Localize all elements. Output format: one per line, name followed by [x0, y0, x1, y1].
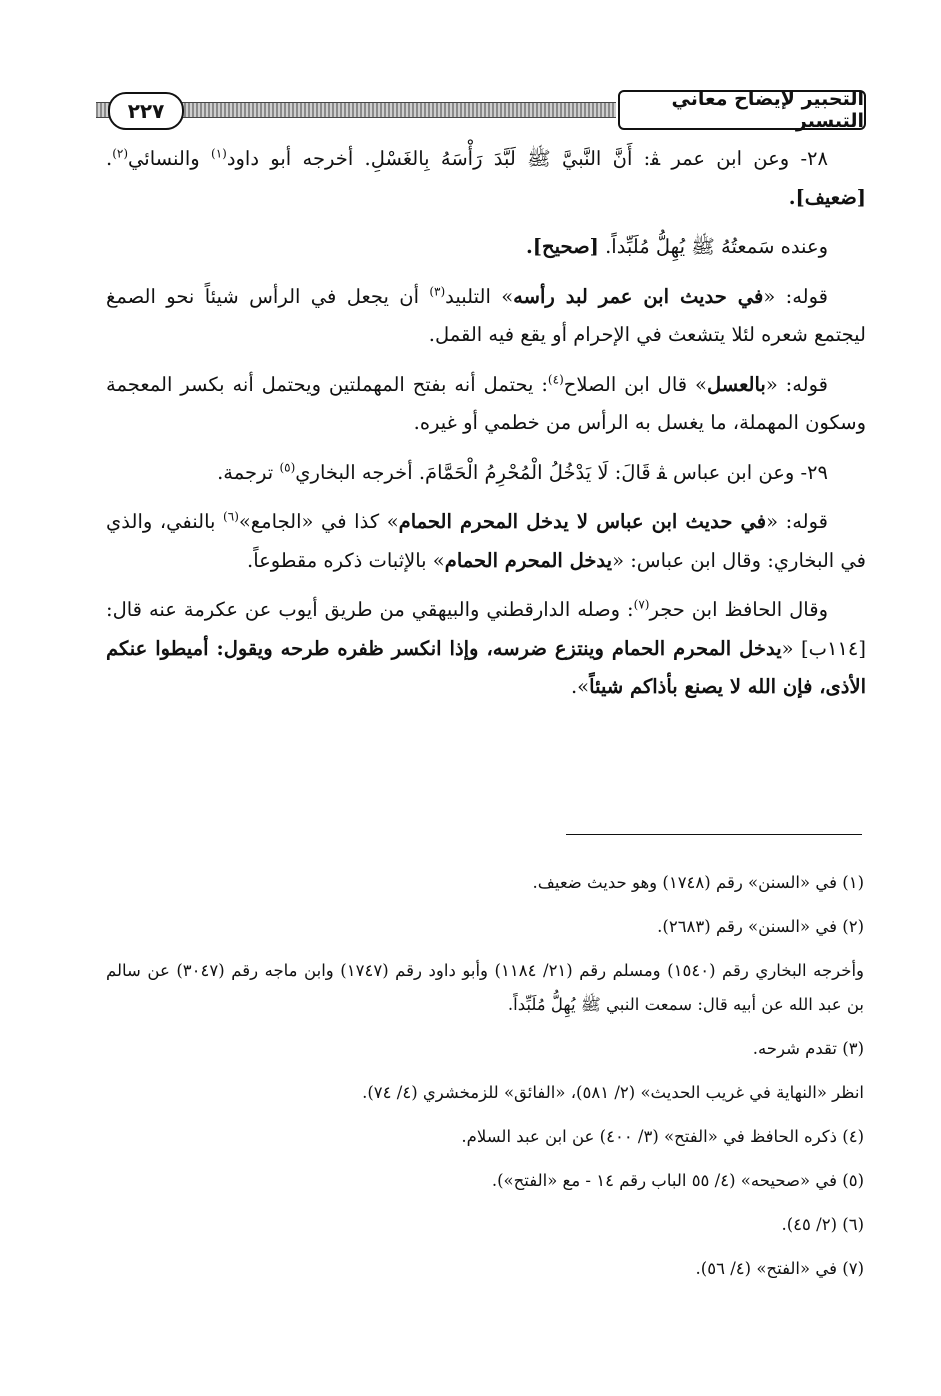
footnote-3: (٣) تقدم شرحه.: [752, 1039, 864, 1058]
hadith-28-text-cont: والنسائي: [128, 147, 211, 170]
quoted-lemma: بالعسل: [706, 372, 766, 396]
commentary-text: » كذا في «الجامع»: [238, 510, 399, 533]
commentary-hammam: [106, 503, 866, 580]
hadith-28-addendum: [106, 228, 866, 267]
footnote-7: (٧) في «الفتح» (٤/ ٥٦).: [695, 1259, 864, 1278]
hadith-29-text-cont: ترجمة.: [217, 460, 280, 484]
footnote-2: (٢) في «السنن» رقم (٢٦٨٣).: [657, 917, 864, 936]
commentary-talbid: [106, 278, 866, 355]
commentary-ibn-hajar: [106, 591, 866, 707]
quoted-report: يدخل المحرم الحمام وينتزع ضرسه، وإذا انكسر ظفره طرحه ويقول: أميطوا عنكم الأذى، فإن الله لا يصنع بأذاكم شيئاً: [106, 636, 866, 698]
footnote-ref[interactable]: (٢): [112, 146, 129, 161]
footnote-ref[interactable]: (١): [211, 146, 227, 161]
grade-label: [صحيح].: [526, 235, 599, 258]
grade-label: [ضعيف].: [788, 185, 866, 209]
footnote-ref[interactable]: (٤): [547, 372, 564, 386]
footnote-5: (٥) في «صحيحه» (٤/ ٥٥ الباب رقم ١٤ - مع «الفتح»).: [491, 1171, 864, 1190]
footnote-ref[interactable]: (٣): [429, 284, 446, 298]
punctuation: .: [106, 147, 113, 170]
commentary-text: قوله: «: [766, 510, 828, 533]
quoted-lemma: في حديث ابن عباس لا يدخل المحرم الحمام: [398, 510, 767, 533]
quoted-lemma: في حديث ابن عمر لبد رأسه: [513, 284, 764, 308]
commentary-text: : وصله الدارقطني والبيهقي من طريق أيوب عن عكرمة عنه قال: [١١٤ب] «: [106, 598, 866, 660]
hadith-29: [106, 454, 866, 493]
footnote-2-extra: وأخرجه البخاري رقم (١٥٤٠) ومسلم رقم (٢١/ ١١٨٤) وأبو داود رقم (١٧٤٧) وابن ماجه رقم (٣٠٤٧) عن سالم بن عبد الله عن أبيه قال: سمعت النبي ﷺ يُهِلُّ مُلَبِّداً.: [106, 961, 865, 1014]
commentary-text: : يحتمل أنه بفتح المهملتين ويحتمل أنه بكسر المعجمة وسكون المهملة، ما يغسل به الرأس من خطمي أو غيره.: [106, 372, 866, 434]
main-text: [106, 140, 866, 718]
commentary-ghasl: [106, 366, 866, 443]
footnote-3-extra: انظر «النهاية في غريب الحديث» (٢/ ٥٨١)، «الفائق» للزمخشري (٤/ ٧٤).: [362, 1083, 864, 1102]
quoted-lemma: يدخل المحرم الحمام: [444, 548, 613, 572]
addendum-text: وعنده سَمعتُهُ ﷺ يُهِلُّ مُلَبِّداً.: [598, 235, 828, 258]
punctuation: ».: [570, 675, 590, 698]
commentary-text: » التلبيد: [445, 284, 514, 308]
footnote-4: (٤) ذكره الحافظ في «الفتح» (٣/ ٤٠٠) عن ابن عبد السلام.: [461, 1127, 864, 1146]
commentary-text: وقال الحافظ ابن حجر: [649, 598, 828, 621]
page-number: ٢٢٧: [108, 92, 184, 130]
footnote-ref[interactable]: (٦): [223, 509, 239, 524]
hadith-29-text: ٢٩- وعن ابن عباس ﭭ قَالَ: لَا يَدْخُلُ الْمُحْرِمُ الْحَمَّامَ. أخرجه البخاري: [295, 460, 828, 484]
footnote-1: (١) في «السنن» رقم (١٧٤٨) وهو حديث ضعيف.: [532, 873, 864, 892]
page-header: [96, 88, 866, 132]
commentary-text: » قال ابن الصلاح: [563, 372, 707, 396]
commentary-text: قوله: «: [763, 284, 828, 308]
hadith-28: [106, 140, 866, 217]
footnote-ref[interactable]: (٥): [279, 460, 296, 474]
commentary-text: » بالإثبات ذكره مقطوعاً.: [247, 548, 445, 572]
running-title: التحبير لإيضاح معاني التيسير: [618, 90, 866, 130]
footnotes: [106, 866, 864, 1296]
footnote-separator: [566, 834, 862, 835]
commentary-text: أن يجعل في الرأس شيئاً نحو الصمغ ليجتمع شعره لئلا يتشعث في الإحرام أو يقع فيه القمل.: [106, 284, 866, 346]
commentary-text: بالنفي، والذي في البخاري: وقال ابن عباس: «: [106, 510, 866, 572]
commentary-text: قوله: «: [765, 372, 828, 396]
footnote-6: (٦) (٢/ ٤٥).: [781, 1215, 864, 1234]
hadith-28-text: ٢٨- وعن ابن عمر ﭭ: أَنَّ النَّبيَّ ﷺ لَبَّدَ رَأْسَهُ بِالغَسْلِ. أخرجه أبو داود: [226, 147, 828, 170]
footnote-ref[interactable]: (٧): [633, 597, 650, 612]
